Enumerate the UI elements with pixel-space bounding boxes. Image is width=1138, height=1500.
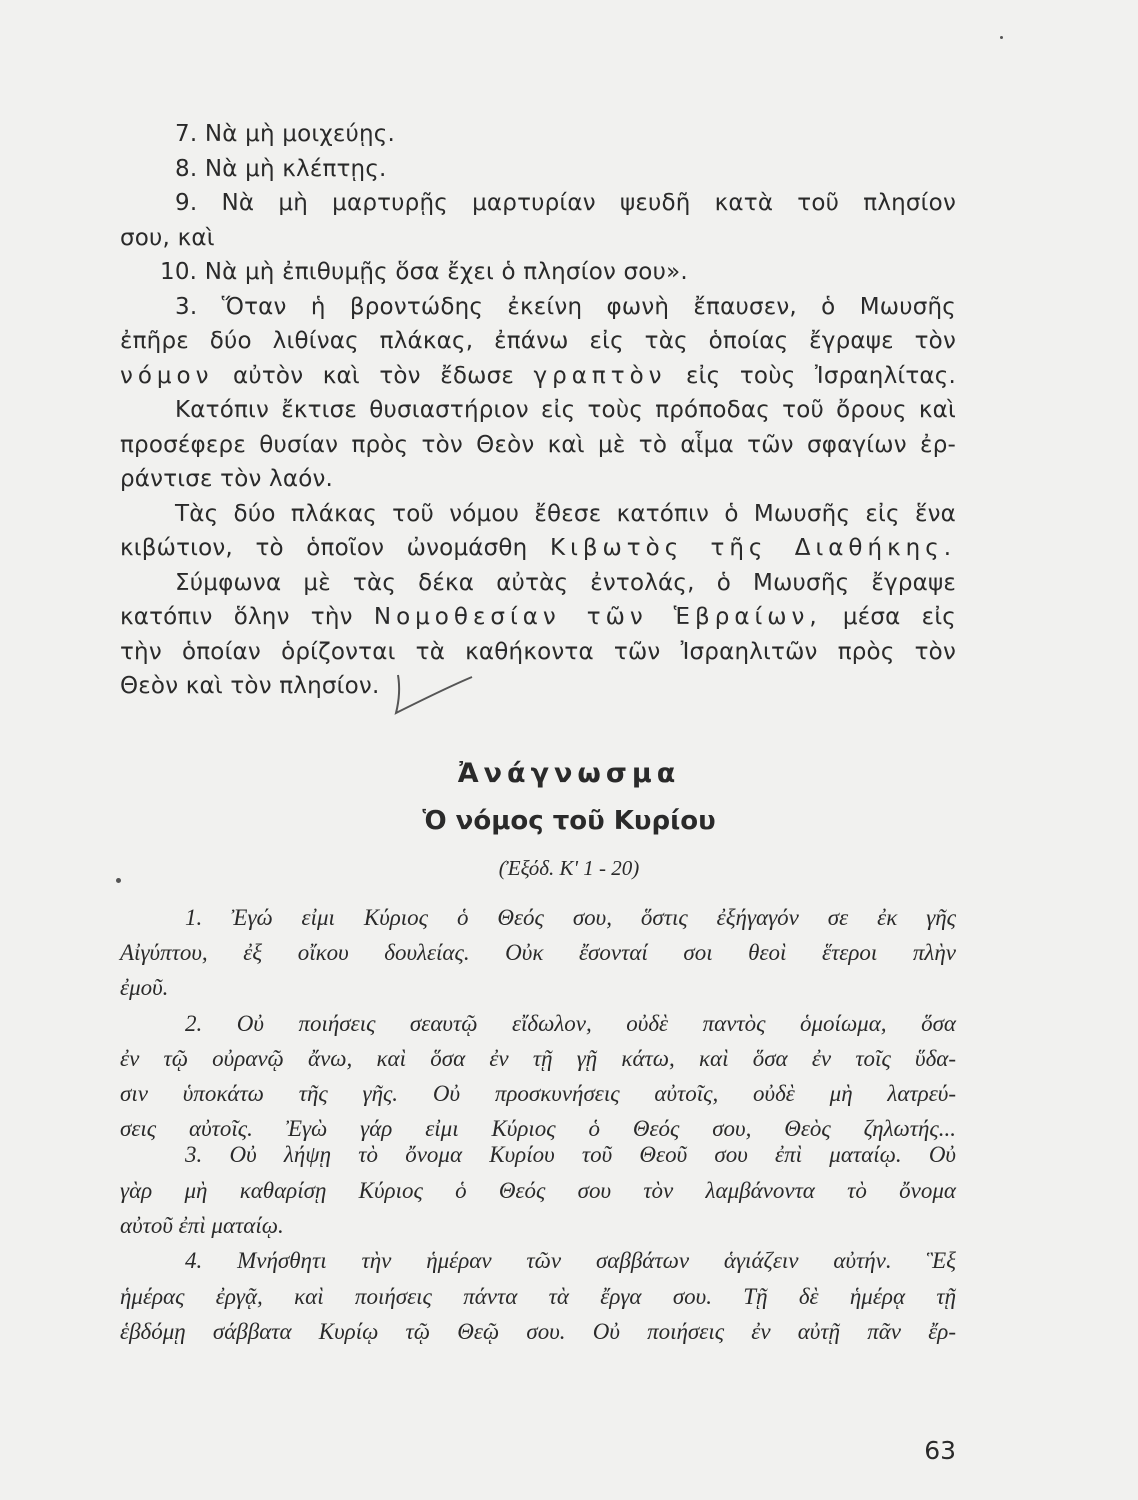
spaced-term: νόμον — [120, 363, 214, 389]
text-span: κιβώτιον, τὸ ὁποῖον ὠνομάσθη — [120, 535, 528, 561]
text-line: 8. Νὰ μὴ κλέπτῃς. — [175, 156, 387, 182]
text-line: σεις αὐτοῖς. Ἐγὼ γάρ εἰμι Κύριος ὁ Θεός σου, Θεὸς ζηλωτής... — [120, 1116, 956, 1141]
reading-heading: Ἀνάγνωσμα — [457, 758, 681, 789]
text-span: κατόπιν ὅλην τὴν — [120, 604, 353, 630]
text-line — [120, 363, 956, 389]
text-line: ἐπῆρε δύο λιθίνας πλάκας, ἐπάνω εἰς τὰς ὁποίας ἔγραψε τὸν — [120, 328, 956, 354]
text-line: Θεὸν καὶ τὸν πλησίον. — [120, 673, 380, 699]
text-line: 10. Νὰ μὴ ἐπιθυμῇς ὅσα ἔχει ὁ πλησίον σου». — [160, 259, 688, 285]
text-line: 9. Νὰ μὴ μαρτυρῇς μαρτυρίαν ψευδῆ κατὰ τοῦ πλησίον — [175, 190, 956, 216]
page-number: 63 — [924, 1436, 956, 1465]
text-line: αὐτοῦ ἐπὶ ματαίῳ. — [120, 1213, 284, 1238]
text-span: αὐτὸν καὶ τὸν ἔδωσε — [233, 363, 515, 389]
text-line: 3. Οὐ λήψῃ τὸ ὄνομα Κυρίου τοῦ Θεοῦ σου ἐπὶ ματαίῳ. Οὐ — [185, 1142, 956, 1167]
text-line — [120, 535, 956, 561]
text-line: 4. Μνήσθητι τὴν ἡμέραν τῶν σαββάτων ἁγιάζειν αὐτήν. Ἓξ — [185, 1248, 956, 1273]
text-line: ἐν τῷ οὐρανῷ ἄνω, καὶ ὅσα ἐν τῇ γῇ κάτω, καὶ ὅσα ἐν τοῖς ὕδα- — [120, 1046, 956, 1071]
text-line: 7. Νὰ μὴ μοιχεύῃς. — [175, 121, 395, 147]
text-line: γὰρ μὴ καθαρίσῃ Κύριος ὁ Θεός σου τὸν λαμβάνοντα τὸ ὄνομα — [120, 1178, 956, 1203]
text-line: 1. Ἐγώ εἰμι Κύριος ὁ Θεός σου, ὅστις ἐξήγαγόν σε ἐκ γῆς — [185, 905, 956, 930]
text-line: σου, καὶ — [120, 225, 215, 251]
text-line: ἡμέρας ἐργᾷ, καὶ ποιήσεις πάντα τὰ ἔργα σου. Τῇ δὲ ἡμέρᾳ τῇ — [120, 1284, 956, 1309]
text-span: εἰς τοὺς Ἰσραηλίτας. — [686, 363, 956, 389]
text-line: τὴν ὁποίαν ὁρίζονται τὰ καθήκοντα τῶν Ἰσραηλιτῶν πρὸς τὸν — [120, 639, 956, 665]
text-line: Τὰς δύο πλάκας τοῦ νόμου ἔθεσε κατόπιν ὁ Μωυσῆς εἰς ἕνα — [175, 501, 956, 527]
text-line: Κατόπιν ἔκτισε θυσιαστήριον εἰς τοὺς πρόποδας τοῦ ὄρους καὶ — [175, 397, 956, 423]
text-line: 2. Οὐ ποιήσεις σεαυτῷ εἴδωλον, οὐδὲ παντὸς ὁμοίωμα, ὅσα — [185, 1011, 956, 1036]
scripture-reference: (Ἐξόδ. Κʹ 1 - 20) — [498, 856, 640, 880]
text-line: σιν ὑποκάτω τῆς γῆς. Οὐ προσκυνήσεις αὐτοῖς, οὐδὲ μὴ λατρεύ- — [120, 1081, 956, 1106]
text-span: μέσα εἰς — [842, 604, 957, 630]
text-line: 3. Ὅταν ἡ βροντώδης ἐκείνη φωνὴ ἔπαυσεν, ὁ Μωυσῆς — [175, 294, 956, 320]
reading-subheading: Ὁ νόμος τοῦ Κυρίου — [422, 806, 716, 836]
text-line: ἑβδόμῃ σάββατα Κυρίῳ τῷ Θεῷ σου. Οὐ ποιήσεις ἐν αὐτῇ πᾶν ἔρ- — [120, 1319, 956, 1344]
handwritten-check-icon — [380, 665, 480, 720]
scan-speck — [1000, 36, 1003, 39]
text-line: Σύμφωνα μὲ τὰς δέκα αὐτὰς ἐντολάς, ὁ Μωυσῆς ἔγραψε — [175, 570, 956, 596]
text-line: προσέφερε θυσίαν πρὸς τὸν Θεὸν καὶ μὲ τὸ αἷμα τῶν σφαγίων ἐρ- — [120, 432, 956, 458]
text-line: Αἰγύπτου, ἐξ οἴκου δουλείας. Οὐκ ἔσονταί σοι θεοὶ ἕτεροι πλὴν — [120, 940, 956, 965]
spaced-term: Νομοθεσίαν τῶν Ἑβραίων, — [373, 604, 822, 630]
text-line: ἐμοῦ. — [120, 975, 169, 1000]
text-line — [120, 604, 956, 630]
spaced-term: γραπτὸν — [533, 363, 667, 389]
spaced-term: Κιβωτὸς τῆς Διαθήκης. — [549, 535, 957, 561]
text-line: ράντισε τὸν λαόν. — [120, 466, 334, 492]
scan-speck — [116, 878, 121, 883]
